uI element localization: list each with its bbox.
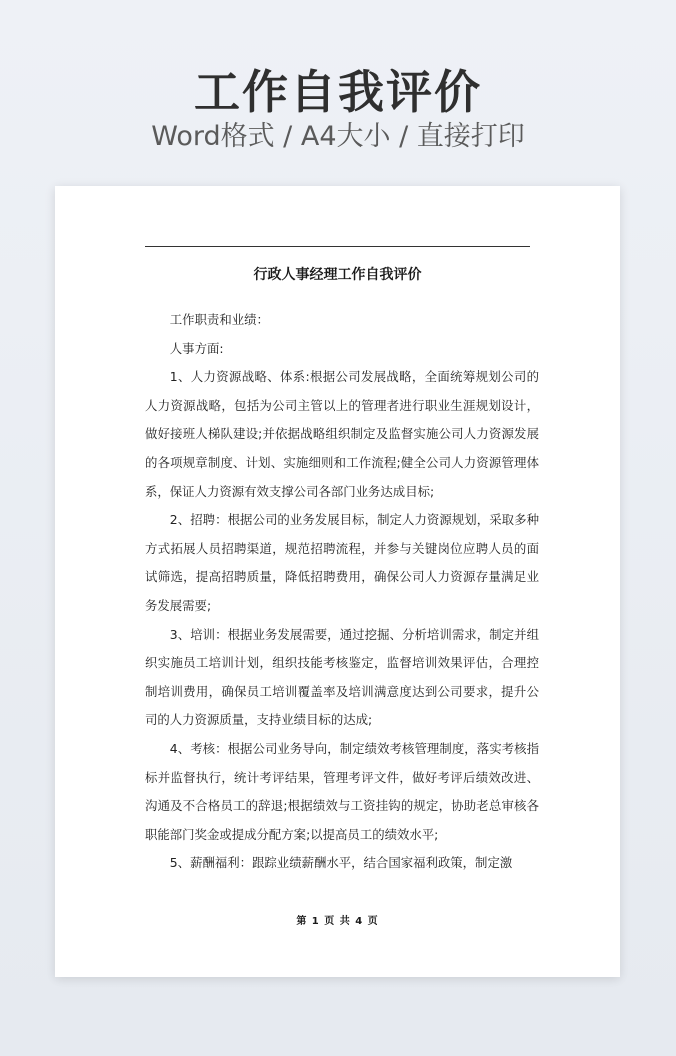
- document-page: [55, 186, 620, 977]
- header-rule: [145, 246, 530, 247]
- paragraph-hr-heading: 人事方面:: [169, 340, 224, 356]
- paragraph-duties-heading: 工作职责和业绩：: [169, 312, 269, 327]
- banner-subtitle: Word格式 / A4大小 / 直接打印: [151, 121, 525, 152]
- document-title: 行政人事经理工作自我评价: [253, 267, 422, 283]
- document-body: [145, 306, 539, 878]
- paragraph-recruitment: 2、招聘：根据公司的业务发展目标，制定人力资源规划，采取多种方式拓展人员招聘渠道，规范招聘流程，并参与关键岗位应聘人员的面试筛选，提高招聘质量，降低招聘费用，确保公司人力资源存量满足业务发展需要;: [145, 512, 539, 613]
- paragraph-compensation: 5、薪酬福利：跟踪业绩薪酬水平，结合国家福利政策，制定激: [169, 855, 513, 871]
- paragraph-training: 3、培训：根据业务发展需要，通过挖掘、分析培训需求，制定并组织实施员工培训计划，组织技能考核鉴定，监督培训效果评估，合理控制培训费用，确保员工培训覆盖率及培训满意度达到公司要求，提升公司的人力资源质量，支持业绩目标的达成;: [145, 626, 539, 728]
- page-number: 第 1 页 共 4 页: [296, 916, 379, 927]
- banner-title: 工作自我评价: [194, 65, 482, 119]
- paragraph-assessment: 4、考核：根据公司业务导向，制定绩效考核管理制度，落实考核指标并监督执行，统计考评结果，管理考评文件，做好考评后绩效改进、沟通及不合格员工的辞退;根据绩效与工资挂钩的规定，协助老总审核各职能部门奖金或提成分配方案;以提高员工的绩效水平;: [145, 740, 539, 842]
- paragraph-strategy: 1、人力资源战略、体系:根据公司发展战略，全面统筹规划公司的人力资源战略，包括为公司主管以上的管理者进行职业生涯规划设计，做好接班人梯队建设;并依据战略组织制定及监督实施公司人力资源发展的各项规章制度、计划、实施细则和工作流程;健全公司人力资源管理体系，保证人力资源有效支撑公司各部门业务达成目标;: [145, 369, 539, 499]
